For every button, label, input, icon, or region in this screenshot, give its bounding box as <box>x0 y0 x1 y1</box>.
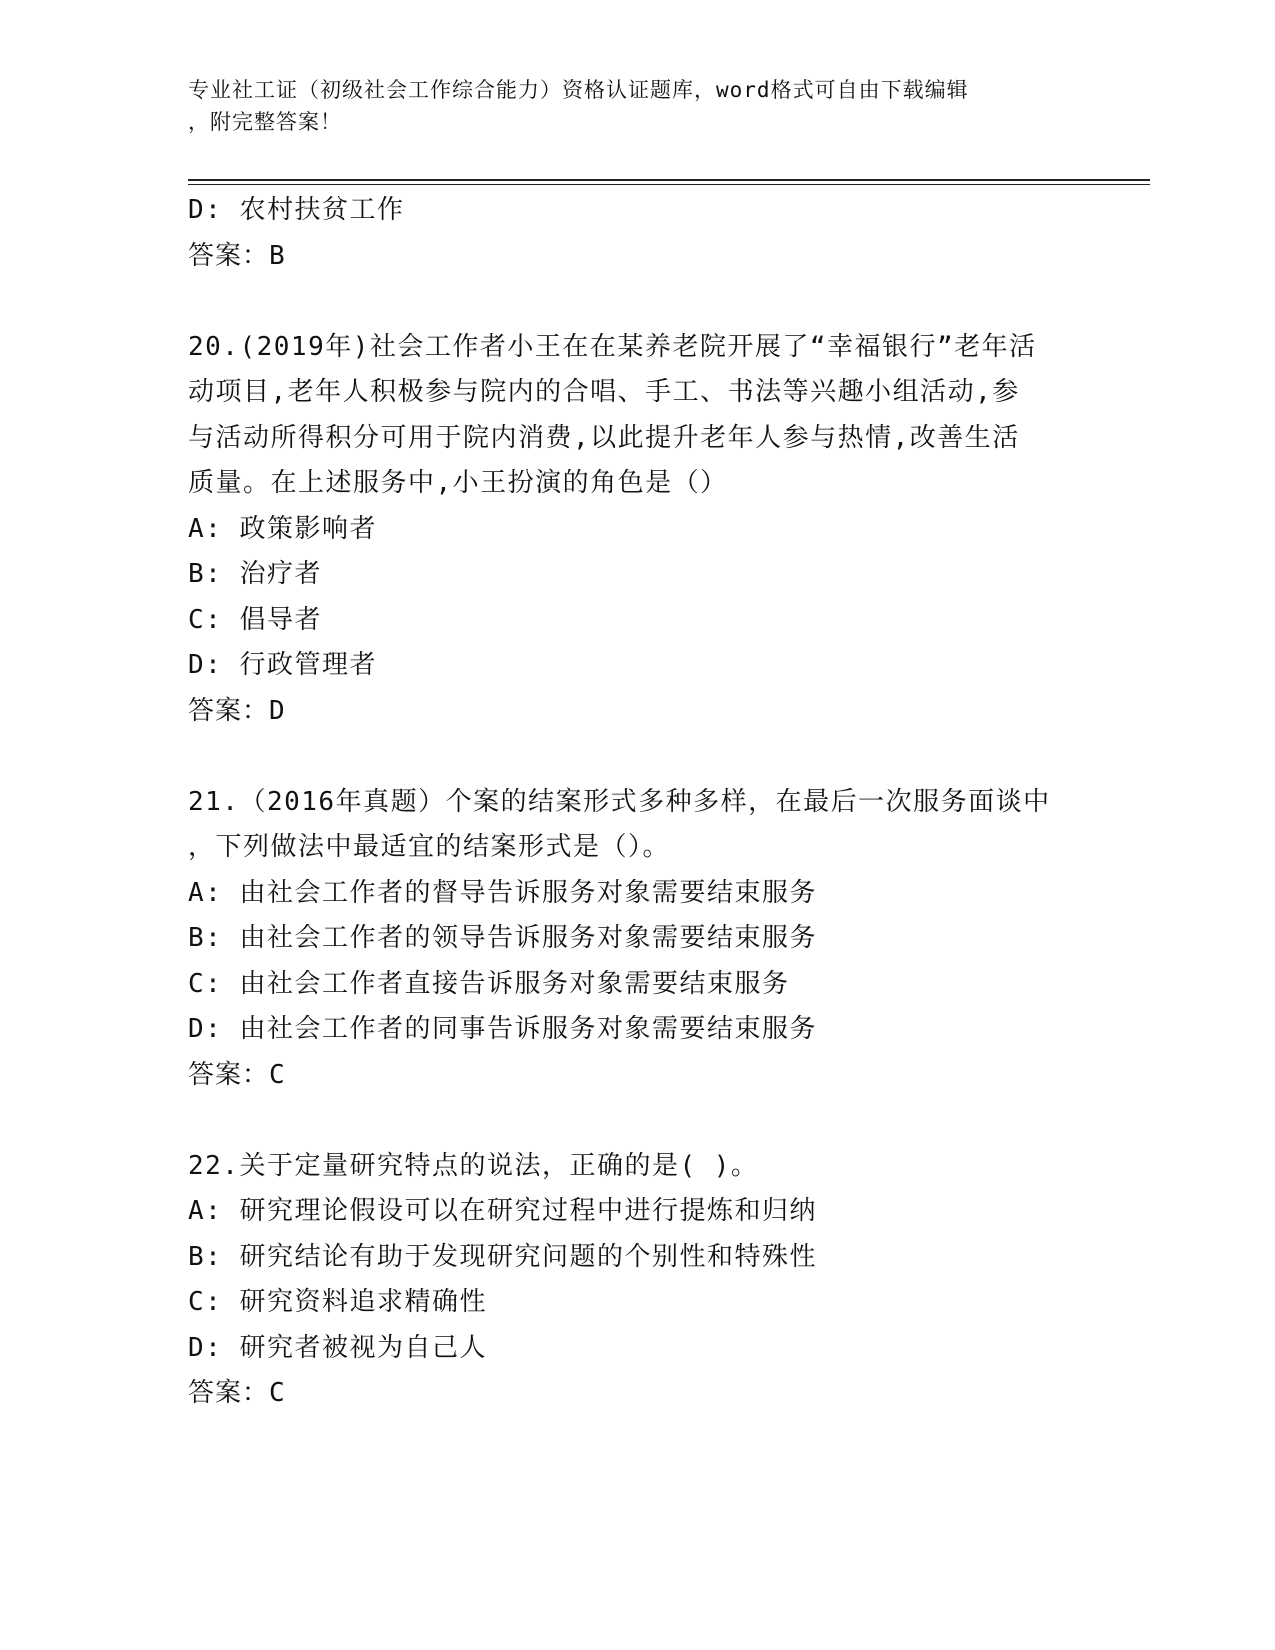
question-list <box>188 188 1088 1417</box>
option-d: D: 研究者被视为自己人 <box>188 1332 487 1363</box>
option-a: A: 研究理论假设可以在研究过程中进行提炼和归纳 <box>188 1196 817 1226</box>
answer-line <box>188 689 1088 735</box>
question-text-line: ，下列做法中最适宜的结案形式是（）。 <box>188 832 671 862</box>
option-a: A: 政策影响者 <box>188 513 377 544</box>
answer-label: 答案： <box>188 240 270 271</box>
answer-value: D <box>269 695 286 726</box>
answer-label: 答案： <box>188 1378 270 1408</box>
question-21 <box>188 780 1088 1099</box>
option-c: C: 研究资料追求精确性 <box>188 1287 487 1317</box>
header-title-line-2: ，附完整答案！ <box>188 110 342 134</box>
question-19-tail <box>188 188 1088 279</box>
option-b: B: 由社会工作者的领导告诉服务对象需要结束服务 <box>188 923 817 953</box>
spacer <box>188 734 1088 780</box>
option-b: B: 研究结论有助于发现研究问题的个别性和特殊性 <box>188 1241 817 1272</box>
option-a: A: 由社会工作者的督导告诉服务对象需要结束服务 <box>188 877 817 908</box>
question-text-line: 22.关于定量研究特点的说法，正确的是( )。 <box>188 1150 759 1181</box>
page-header <box>188 74 1088 138</box>
spacer <box>188 1098 1088 1144</box>
answer-line <box>188 234 1088 280</box>
answer-value: C <box>269 1059 286 1090</box>
question-text-line: 20.(2019年)社会工作者小王在在某养老院开展了“幸福银行”老年活 <box>188 331 1037 362</box>
header-divider-thin <box>188 184 1150 185</box>
option-c: C: 由社会工作者直接告诉服务对象需要结束服务 <box>188 968 790 999</box>
question-22 <box>188 1144 1088 1417</box>
answer-label: 答案： <box>188 695 270 726</box>
question-20 <box>188 325 1088 735</box>
header-divider <box>188 179 1150 181</box>
answer-value: C <box>269 1378 286 1408</box>
question-text-line: 21.（2016年真题）个案的结案形式多种多样，在最后一次服务面谈中 <box>188 786 1051 817</box>
question-text-line: 质量。在上述服务中,小王扮演的角色是（） <box>188 468 728 498</box>
option-d: D: 行政管理者 <box>188 650 377 680</box>
spacer <box>188 279 1088 325</box>
answer-line <box>188 1371 1088 1417</box>
option-d: D: 农村扶贫工作 <box>188 195 405 225</box>
answer-value: B <box>269 240 286 271</box>
answer-label: 答案： <box>188 1059 270 1090</box>
question-text-line: 与活动所得积分可用于院内消费,以此提升老年人参与热情,改善生活 <box>188 422 1020 453</box>
answer-line <box>188 1053 1088 1099</box>
option-b: B: 治疗者 <box>188 559 322 589</box>
question-text-line: 动项目,老年人积极参与院内的合唱、手工、书法等兴趣小组活动,参 <box>188 377 1020 407</box>
option-d: D: 由社会工作者的同事告诉服务对象需要结束服务 <box>188 1014 817 1044</box>
header-title-line-1: 专业社工证（初级社会工作综合能力）资格认证题库，word格式可自由下载编辑 <box>188 78 969 102</box>
option-c: C: 倡导者 <box>188 604 322 635</box>
